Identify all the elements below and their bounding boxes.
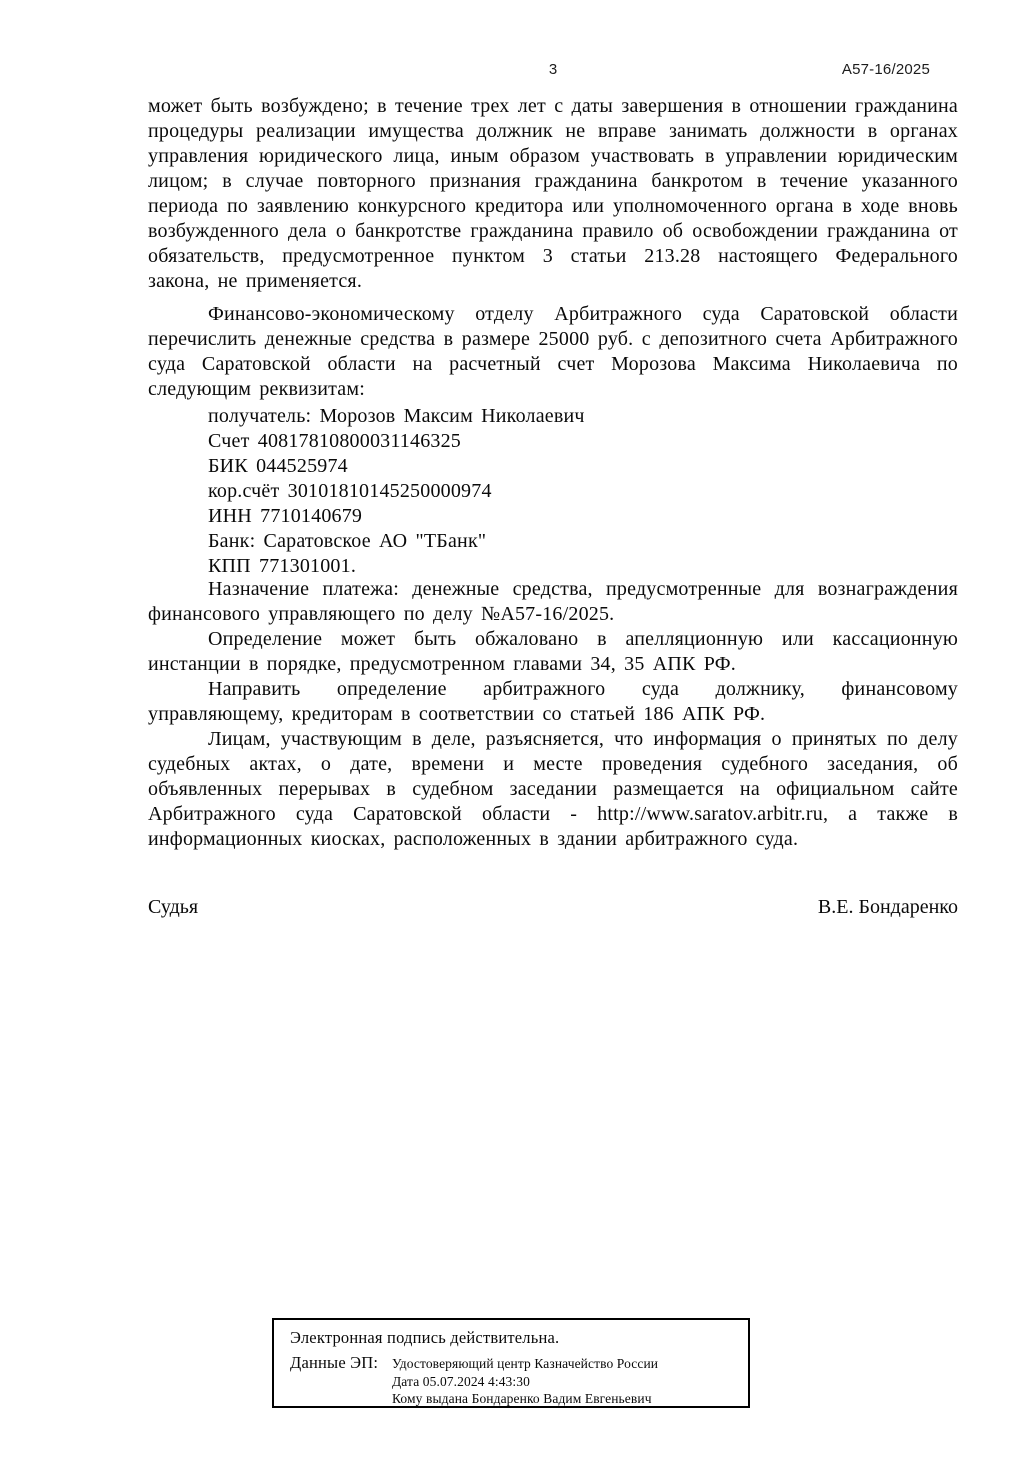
body-paragraph: может быть возбуждено; в течение трех лет с даты завершения в отношении гражданина процедуры реализации имущества должник не вправе занимать должности в органах управления юридического лица, иным образом участвовать в управлении юридическим лицом; в случае повторного признания гражданина банкротом в течение указанного периода по заявлению конкурсного кредитора или уполномоченного органа в ходе вновь возбужденного дела о банкротстве гражданина правило об освобождении гражданина от обязательств, предусмотренное пунктом 3 статьи 213.28 настоящего Федерального закона, не применяется. [148,95,958,292]
esignature-stamp [272,1318,750,1408]
body-text-block [148,302,958,402]
body-paragraph: Назначение платежа: денежные средства, предусмотренные для вознаграждения финансового управляющего по делу №А57-16/2025. [148,578,958,625]
stamp-data-label: Данные ЭП: [290,1353,379,1372]
judge-signature-row [148,895,958,920]
body-paragraph: Финансово-экономическому отделу Арбитражного суда Саратовской области перечислить денежные средства в размере 25000 руб. с депозитного счета Арбитражного суда Саратовской области на расчетный счет Морозова Максима Николаевича по следующим реквизитам: [148,303,958,400]
requisite-corr-account: кор.счёт 30101810145250000974 [208,480,492,502]
page-header [148,61,958,81]
payment-requisites [148,404,958,579]
judge-label: Судья [148,896,199,918]
body-paragraph: Лицам, участвующим в деле, разъясняется, что информация о принятых по делу судебных актах, о дате, времени и месте проведения судебного заседания, об объявленных перерывах в судебном заседании размещается на официальном сайте Арбитражного суда Саратовской области - http://www.saratov.arbitr.ru, а также в информационных киосках, расположенных в здании арбитражного суда. [148,728,958,850]
stamp-detail-date: Дата 05.07.2024 4:43:30 [392,1373,530,1389]
judge-name: В.Е. Бондаренко [817,896,958,918]
stamp-detail-issued-to: Кому выдана Бондаренко Вадим Евгеньевич [392,1391,652,1406]
stamp-details [392,1353,658,1408]
page-number: 3 [548,61,558,78]
body-text-block [148,577,958,852]
requisite-bik: БИК 044525974 [208,455,348,477]
requisite-recipient: получатель: Морозов Максим Николаевич [208,405,585,427]
body-text-block [148,94,958,294]
requisite-inn: ИНН 7710140679 [208,505,363,527]
requisite-kpp: КПП 771301001. [208,555,357,577]
stamp-data-row [290,1353,732,1408]
stamp-detail-authority: Удостоверяющий центр Казначейство России [392,1356,659,1371]
case-number: А57-16/2025 [841,61,930,78]
body-paragraph: Направить определение арбитражного суда должнику, финансовому управляющему, кредиторам в соответствии со статьей 186 АПК РФ. [148,678,958,725]
requisite-account: Счет 40817810800031146325 [208,430,462,452]
body-paragraph: Определение может быть обжаловано в апелляционную или кассационную инстанции в порядке, предусмотренном главами 34, 35 АПК РФ. [148,628,958,675]
stamp-validity-text: Электронная подпись действительна. [290,1328,560,1347]
requisite-bank: Банк: Саратовское АО "ТБанк" [208,530,487,552]
